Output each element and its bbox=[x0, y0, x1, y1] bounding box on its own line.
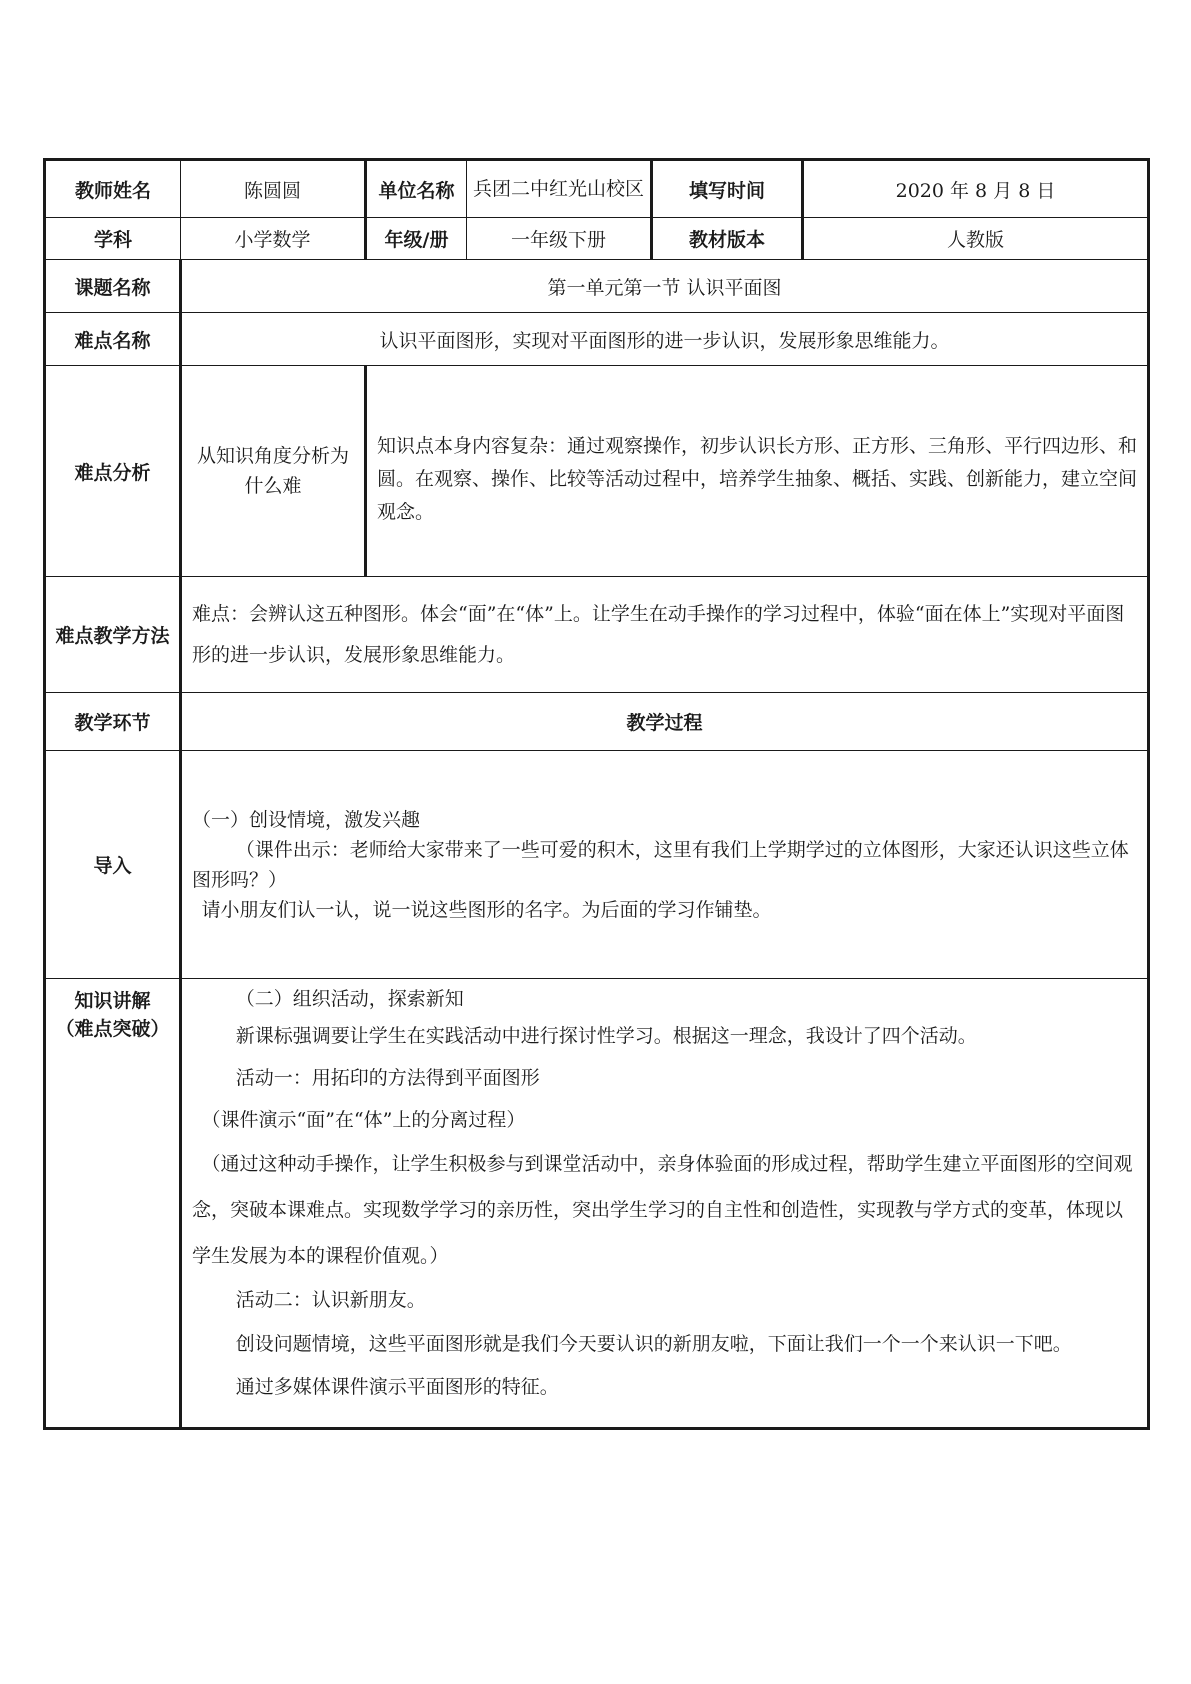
difficulty-name-label: 难点名称 bbox=[45, 313, 181, 366]
teacher-name-label: 教师姓名 bbox=[45, 160, 181, 218]
knowledge-p1: （二）组织活动，探索新知 bbox=[235, 988, 464, 1010]
process-label: 教学过程 bbox=[181, 693, 1149, 751]
knowledge-p7: 创设问题情境，这些平面图形就是我们今天要认识的新朋友啦，下面让我们一个一个来认识一下吧。 bbox=[235, 1333, 1072, 1355]
knowledge-row bbox=[45, 979, 1149, 1429]
knowledge-label-line-1: 知识讲解 bbox=[74, 990, 151, 1012]
header-row-2 bbox=[45, 218, 1149, 260]
knowledge-p2: 新课标强调要让学生在实践活动中进行探讨性学习。根据这一理念，我设计了四个活动。 bbox=[235, 1025, 977, 1047]
fill-date-label: 填写时间 bbox=[652, 160, 803, 218]
fill-date-value: 2020 年 8 月 8 日 bbox=[803, 160, 1149, 218]
edition-value: 人教版 bbox=[803, 218, 1149, 260]
knowledge-label bbox=[45, 979, 181, 1429]
analysis-text: 知识点本身内容复杂：通过观察操作，初步认识长方形、正方形、三角形、平行四边形、和圆。在观察、操作、比较等活动过程中，培养学生抽象、概括、实践、创新能力，建立空间观念。 bbox=[366, 366, 1149, 577]
knowledge-p3: 活动一：用拓印的方法得到平面图形 bbox=[235, 1067, 540, 1089]
knowledge-p8: 通过多媒体课件演示平面图形的特征。 bbox=[235, 1376, 559, 1398]
title-row bbox=[45, 260, 1149, 313]
unit-name-label: 单位名称 bbox=[366, 160, 467, 218]
intro-line-2: （课件出示：老师给大家带来了一些可爱的积木，这里有我们上学期学过的立体图形，大家还认识这些立体图形吗？） bbox=[192, 838, 1129, 891]
method-text: 难点：会辨认这五种图形。体会“面”在“体”上。让学生在动手操作的学习过程中，体验“面在体上”实现对平面图形的进一步认识，发展形象思维能力。 bbox=[181, 577, 1149, 693]
subject-value: 小学数学 bbox=[181, 218, 366, 260]
difficulty-name-value: 认识平面图形，实现对平面图形的进一步认识，发展形象思维能力。 bbox=[181, 313, 1149, 366]
intro-row bbox=[45, 751, 1149, 979]
header-row-1 bbox=[45, 160, 1149, 218]
knowledge-p5: （通过这种动手操作，让学生积极参与到课堂活动中，亲身体验面的形成过程，帮助学生建立平面图形的空间观念，突破本课难点。实现数学学习的亲历性，突出学生学习的自主性和创造性，实现教与学方式的变革，体现以学生发展为本的课程价值观。） bbox=[192, 1153, 1133, 1267]
lesson-title-label: 课题名称 bbox=[45, 260, 181, 313]
grade-label: 年级/册 bbox=[366, 218, 467, 260]
intro-line-3: 请小朋友们认一认，说一说这些图形的名字。为后面的学习作铺垫。 bbox=[201, 898, 772, 921]
knowledge-p4: （课件演示“面”在“体”上的分离过程） bbox=[201, 1109, 526, 1131]
analysis-label: 难点分析 bbox=[45, 366, 181, 577]
knowledge-content bbox=[181, 979, 1149, 1429]
knowledge-p6: 活动二：认识新朋友。 bbox=[235, 1289, 426, 1311]
method-row bbox=[45, 577, 1149, 693]
stage-label: 教学环节 bbox=[45, 693, 181, 751]
lesson-plan-table bbox=[43, 158, 1150, 1430]
subject-label: 学科 bbox=[45, 218, 181, 260]
intro-line-1: （一）创设情境，激发兴趣 bbox=[192, 808, 421, 831]
process-header-row bbox=[45, 693, 1149, 751]
intro-label: 导入 bbox=[45, 751, 181, 979]
edition-label: 教材版本 bbox=[652, 218, 803, 260]
lesson-title-value: 第一单元第一节 认识平面图 bbox=[181, 260, 1149, 313]
difficulty-row bbox=[45, 313, 1149, 366]
intro-content bbox=[181, 751, 1149, 979]
analysis-row bbox=[45, 366, 1149, 577]
analysis-sub-label: 从知识角度分析为什么难 bbox=[181, 366, 366, 577]
unit-name-value: 兵团二中红光山校区 bbox=[467, 160, 652, 218]
knowledge-label-line-2: （难点突破） bbox=[55, 1018, 170, 1040]
grade-value: 一年级下册 bbox=[467, 218, 652, 260]
method-label: 难点教学方法 bbox=[45, 577, 181, 693]
teacher-name-value: 陈圆圆 bbox=[181, 160, 366, 218]
